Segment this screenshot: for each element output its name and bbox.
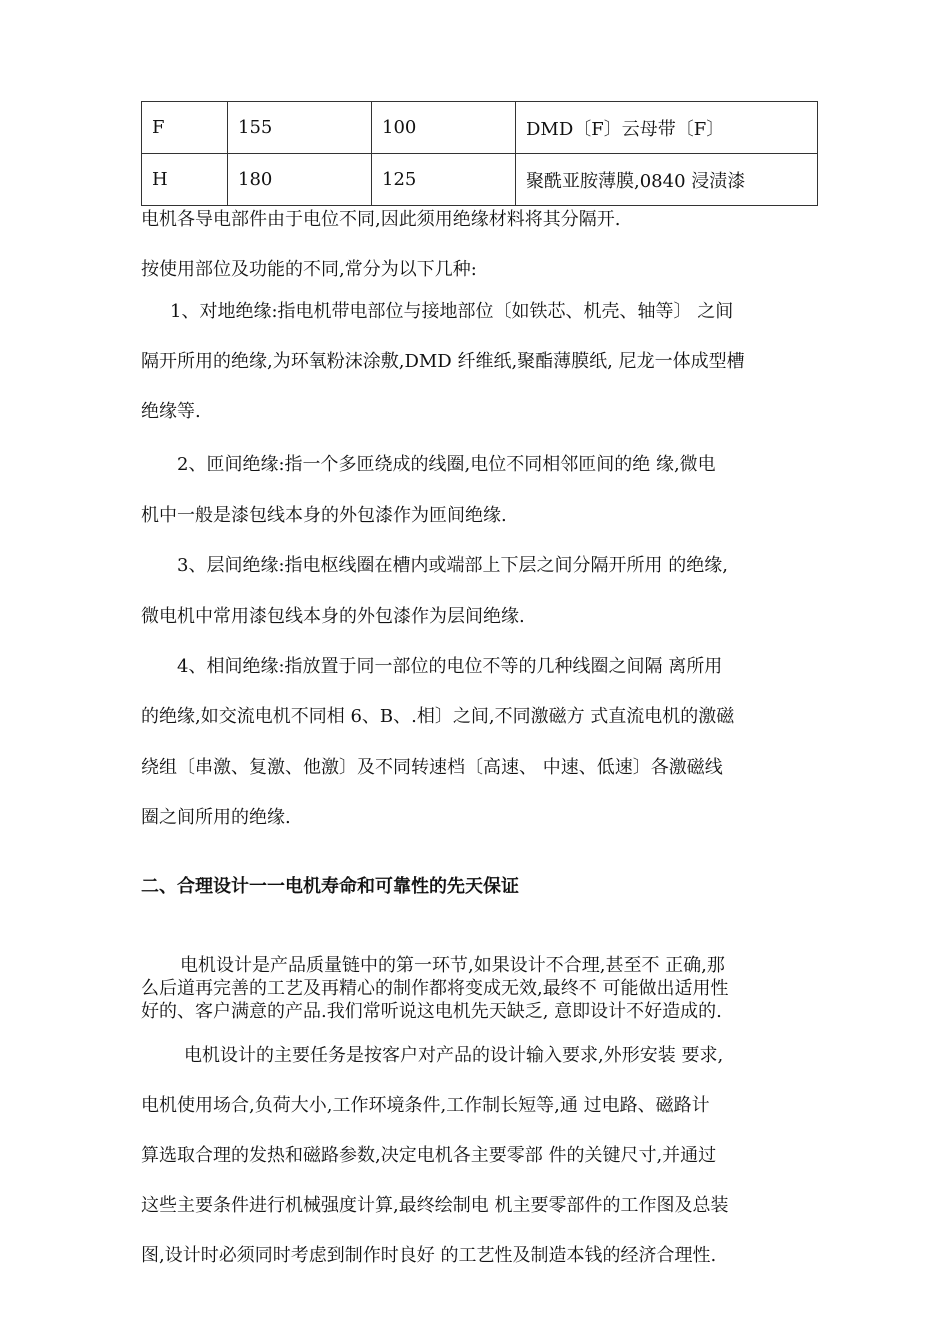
- list-item-line: 2、匝间绝缘:指一个多匝绕成的线圈,电位不同相邻匝间的绝 缘,微电: [177, 454, 716, 475]
- insulation-class-table: [141, 101, 818, 206]
- list-item-line: 的绝缘,如交流电机不同相 6、B、.相〕之间,不同激磁方 式直流电机的激磁: [141, 706, 735, 727]
- list-item-line: 圈之间所用的绝缘.: [141, 807, 291, 828]
- list-item-line: 1、对地绝缘:指电机带电部位与接地部位〔如铁芯、机壳、轴等〕 之间: [170, 301, 734, 322]
- paragraph-line: 图,设计时必须同时考虑到制作时良好 的工艺性及制造本钱的经济合理性.: [141, 1245, 717, 1266]
- table-cell: 100: [372, 102, 516, 154]
- paragraph-line: 么后道再完善的工艺及再精心的制作都将变成无效,最终不 可能做出适用性: [141, 978, 729, 999]
- table-row: [142, 154, 818, 206]
- table-cell: 125: [372, 154, 516, 206]
- paragraph-line: 电机设计是产品质量链中的第一环节,如果设计不合理,甚至不 正确,那: [180, 955, 725, 976]
- paragraph-line: 这些主要条件进行机械强度计算,最终绘制电 机主要零部件的工作图及总装: [141, 1195, 729, 1216]
- list-item-line: 3、层间绝缘:指电枢线圈在槽内或端部上下层之间分隔开所用 的绝缘,: [177, 555, 728, 576]
- list-item-line: 机中一般是漆包线本身的外包漆作为匝间绝缘.: [141, 505, 507, 526]
- list-item-line: 绕组〔串激、复激、他激〕及不同转速档〔高速、 中速、低速〕各激磁线: [141, 757, 723, 778]
- list-item-line: 4、相间绝缘:指放置于同一部位的电位不等的几种线圈之间隔 离所用: [177, 656, 723, 677]
- table-row: [142, 102, 818, 154]
- table-cell: DMD〔F〕云母带〔F〕: [516, 102, 818, 154]
- paragraph-line: 电机设计的主要任务是按客户对产品的设计输入要求,外形安装 要求,: [184, 1045, 724, 1066]
- table-cell: 155: [228, 102, 372, 154]
- list-item-line: 绝缘等.: [141, 401, 201, 422]
- table-cell: 180: [228, 154, 372, 206]
- table-cell: 聚酰亚胺薄膜,0840 浸渍漆: [516, 154, 818, 206]
- section-heading: 二、合理设计一一电机寿命和可靠性的先天保证: [141, 876, 519, 897]
- list-item-line: 微电机中常用漆包线本身的外包漆作为层间绝缘.: [141, 606, 525, 627]
- paragraph-line: 电机使用场合,负荷大小,工作环境条件,工作制长短等,通 过电路、磁路计: [141, 1095, 710, 1116]
- paragraph-line: 电机各导电部件由于电位不同,因此须用绝缘材料将其分隔开.: [141, 209, 621, 230]
- paragraph-line: 算选取合理的发热和磁路参数,决定电机各主要零部 件的关键尺寸,并通过: [141, 1145, 717, 1166]
- table-cell: H: [142, 154, 228, 206]
- paragraph-line: 按使用部位及功能的不同,常分为以下几种:: [141, 259, 477, 280]
- table-cell: F: [142, 102, 228, 154]
- list-item-line: 隔开所用的绝缘,为环氧粉沫涂敷,DMD 纤维纸,聚酯薄膜纸, 尼龙一体成型槽: [141, 351, 745, 372]
- paragraph-line: 好的、客户满意的产品.我们常听说这电机先天缺乏, 意即设计不好造成的.: [141, 1001, 722, 1022]
